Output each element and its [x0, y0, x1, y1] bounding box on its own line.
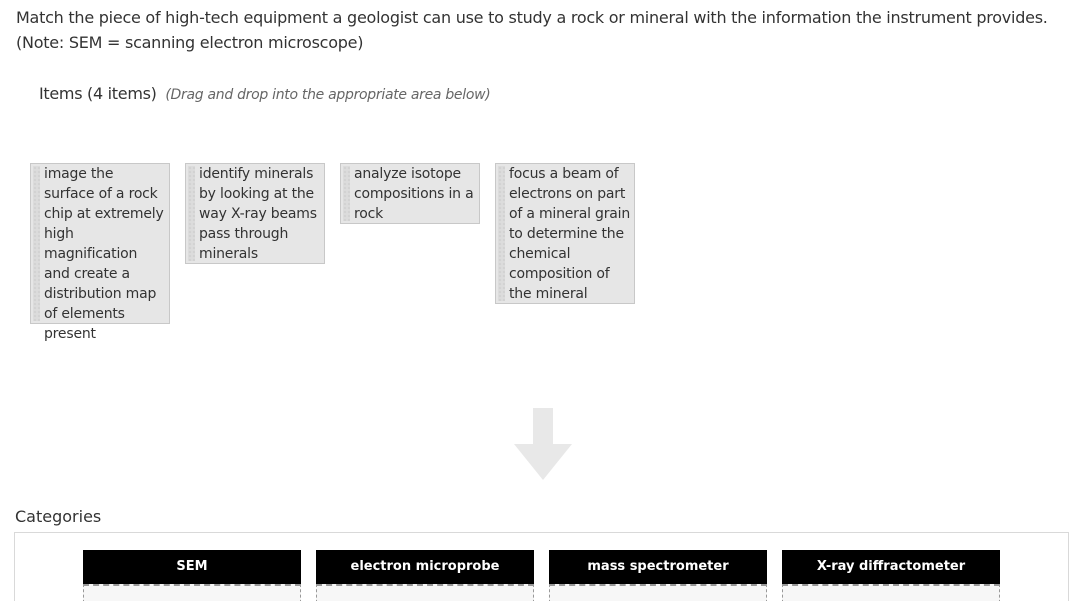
question-note: (Note: SEM = scanning electron microscope) [16, 33, 364, 52]
items-heading [39, 82, 490, 107]
category-header: SEM [83, 550, 301, 584]
category-sem[interactable] [83, 550, 301, 601]
category-drop-zone[interactable] [549, 584, 767, 601]
draggable-item-focus-beam[interactable] [495, 163, 635, 304]
category-mass-spectrometer[interactable] [549, 550, 767, 601]
items-drag-hint: (Drag and drop into the appropriate area below) [165, 87, 491, 103]
category-drop-zone[interactable] [782, 584, 1000, 601]
items-count-label: Items (4 items) [39, 84, 157, 103]
draggable-item-image-surface[interactable] [30, 163, 170, 342]
category-drop-zone[interactable] [316, 584, 534, 601]
category-drop-zone[interactable] [83, 584, 301, 601]
arrow-down-icon [514, 408, 572, 480]
drag-handle-icon[interactable] [343, 166, 350, 221]
item-text: analyze isotope compositions in a rock [354, 166, 474, 222]
category-header: electron microprobe [316, 550, 534, 584]
question-prompt [16, 5, 1082, 55]
category-electron-microprobe[interactable] [316, 550, 534, 601]
category-x-ray-diffractometer[interactable] [782, 550, 1000, 601]
drag-handle-icon[interactable] [498, 166, 505, 301]
item-text: image the surface of a rock chip at extremely high magnification and create a distribution map of elements present [44, 166, 164, 342]
category-header: mass spectrometer [549, 550, 767, 584]
category-header: X-ray diffractometer [782, 550, 1000, 584]
drag-handle-icon[interactable] [33, 166, 40, 321]
draggable-item-analyze-isotope[interactable] [340, 163, 480, 224]
item-text: identify minerals by looking at the way X-ray beams pass through minerals [199, 166, 317, 262]
item-text: focus a beam of electrons on part of a mineral grain to determine the chemical composition of the mineral [509, 166, 631, 302]
categories-title: Categories [15, 507, 102, 526]
draggable-item-identify-minerals[interactable] [185, 163, 325, 264]
drag-handle-icon[interactable] [188, 166, 195, 261]
question-text: Match the piece of high-tech equipment a geologist can use to study a rock or mineral with the information the instrument provides. [16, 8, 1048, 27]
